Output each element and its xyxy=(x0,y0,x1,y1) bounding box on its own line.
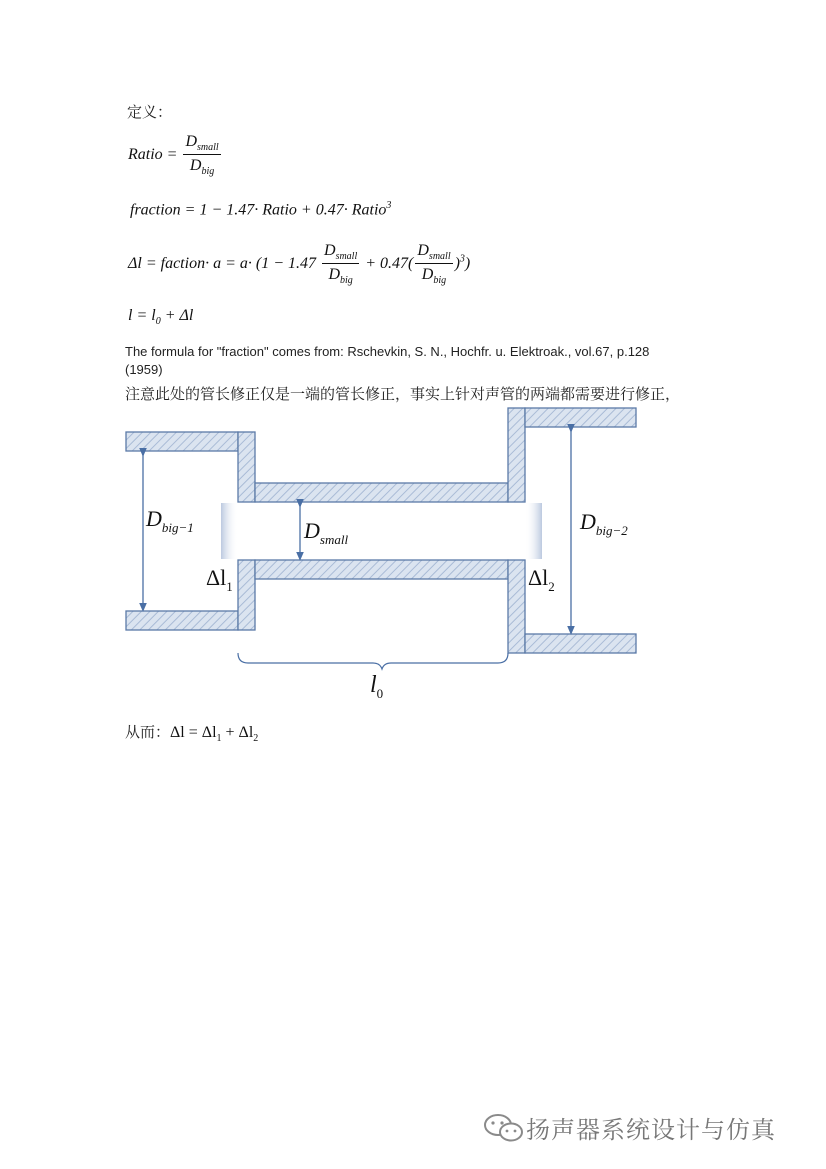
delta-l-equation xyxy=(128,242,470,286)
right-flange-top xyxy=(508,408,525,502)
delta-mid: + 0.47( xyxy=(361,254,414,272)
d-big-2-label: $D_{big-2}$ xyxy=(580,509,628,538)
small-bottom-wall xyxy=(255,560,508,579)
length-rest: + Δl xyxy=(160,307,194,324)
conclusion-prefix: 从而： xyxy=(125,723,171,741)
watermark xyxy=(482,1110,776,1145)
note-text: 注意此处的管长修正仅是一端的管长修正，事实上针对声管的两端都需要进行修正， xyxy=(125,385,681,403)
l0-label: $l_0$ xyxy=(370,672,384,701)
length-equation xyxy=(128,307,193,327)
d-big-1-label: $D_{big-1}$ xyxy=(146,506,194,535)
delta-frac2-den-sub: big xyxy=(433,275,447,287)
l0-brace xyxy=(238,653,508,669)
ratio-fraction xyxy=(183,133,220,177)
ratio-den-sub: big xyxy=(201,166,215,178)
ratio-equation xyxy=(128,133,223,177)
delta-frac2-num: D xyxy=(417,242,429,259)
delta-lhs: Δl = faction· a = a· (1 − 1.47 xyxy=(128,254,316,272)
d-small-label: $D_{small}$ xyxy=(304,518,349,547)
delta-l2-label: $\Delta l_2$ xyxy=(528,565,555,594)
conclusion-formula xyxy=(170,724,259,745)
delta-frac1-num-sub: small xyxy=(335,251,358,263)
left-end-correction xyxy=(221,503,238,559)
delta-frac-2 xyxy=(415,242,452,286)
delta-frac-1 xyxy=(322,242,359,286)
delta-tail: ) xyxy=(454,254,460,272)
watermark-text: 扬声器系统设计与仿真 xyxy=(526,1116,776,1144)
fraction-exp: 3 xyxy=(386,200,392,211)
delta-frac2-den: D xyxy=(421,266,434,284)
delta-frac1-den-sub: big xyxy=(340,275,353,287)
left-top-wall xyxy=(126,432,238,451)
conclusion-line xyxy=(125,721,258,744)
conclusion-sub2: 2 xyxy=(253,733,259,745)
right-top-wall xyxy=(525,408,636,427)
delta-l1-label: $\Delta l_1$ xyxy=(206,565,233,594)
fraction-equation xyxy=(130,200,391,219)
right-flange-bottom xyxy=(508,560,525,653)
left-flange-bottom xyxy=(238,560,255,630)
tube-diagram xyxy=(118,405,648,710)
ratio-num: D xyxy=(185,133,198,150)
delta-frac1-num: D xyxy=(324,242,336,259)
delta-frac2-num-sub: small xyxy=(428,251,451,263)
ratio-den: D xyxy=(189,157,202,175)
reference-text: The formula for "fraction" comes from: Rschevkin, S. N., Hochfr. u. Elektroak., vol.67, p.128 (1959) xyxy=(125,344,650,377)
conclusion-formula-lhs: Δl = Δl xyxy=(170,724,217,741)
right-end-correction xyxy=(525,503,542,559)
delta-close: ) xyxy=(464,254,471,272)
left-flange-top xyxy=(238,432,255,502)
right-bottom-wall xyxy=(525,634,636,653)
length-sub: 0 xyxy=(155,316,161,328)
ratio-lhs: Ratio = xyxy=(128,145,178,163)
fraction-rest: = 1 − 1.47· Ratio + 0.47· Ratio xyxy=(180,201,387,219)
delta-exp: 3 xyxy=(459,253,465,265)
length-lhs: l = l xyxy=(128,307,156,324)
conclusion-mid: + Δl xyxy=(221,724,254,741)
delta-frac1-den: D xyxy=(328,266,340,284)
conclusion-sub1: 1 xyxy=(216,733,222,745)
left-bottom-wall xyxy=(126,611,238,630)
small-top-wall xyxy=(255,483,508,502)
wechat-icon xyxy=(482,1111,526,1145)
ratio-num-sub: small xyxy=(197,142,219,154)
definition-heading: 定义： xyxy=(127,103,173,121)
fraction-lhs: fraction xyxy=(130,201,181,219)
